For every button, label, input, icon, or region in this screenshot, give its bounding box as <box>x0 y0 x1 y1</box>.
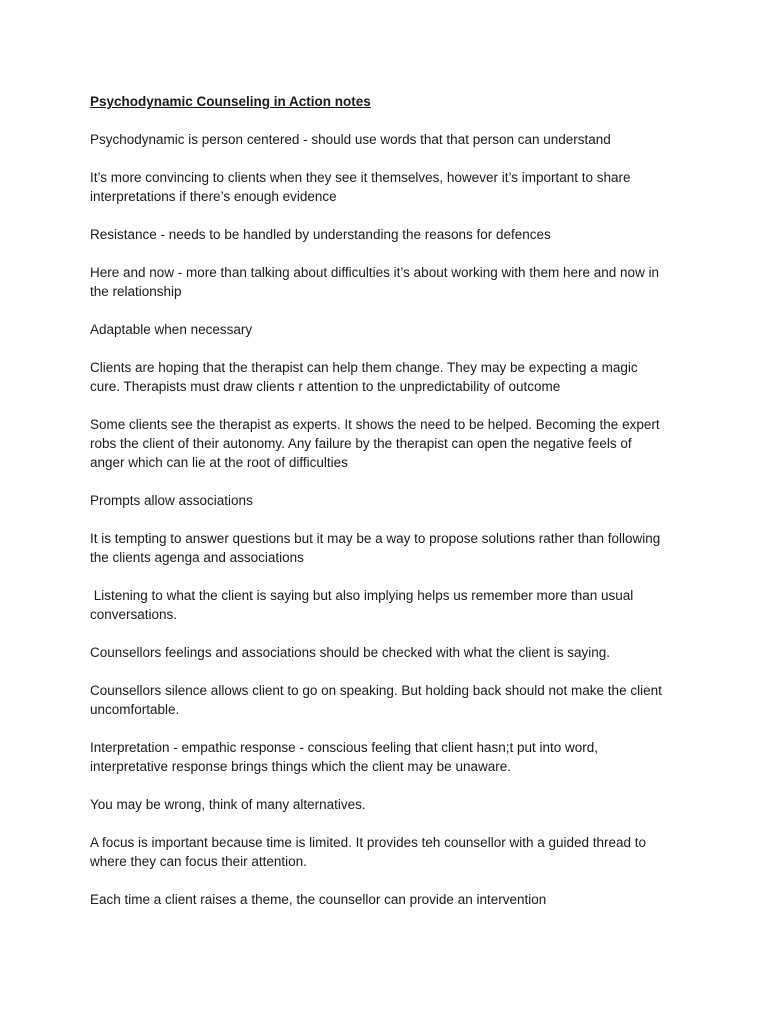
paragraph: Adaptable when necessary <box>90 322 253 337</box>
document-page <box>90 92 690 928</box>
paragraph: A focus is important because time is limited. It provides teh counsellor with a guided thread to where they can focus their attention. <box>90 835 647 869</box>
paragraph: It’s more convincing to clients when they see it themselves, however it’s important to share interpretations if there’s enough evidence <box>90 170 631 204</box>
paragraph: You may be wrong, think of many alternatives. <box>90 797 366 812</box>
paragraph: Clients are hoping that the therapist can help them change. They may be expecting a magic cure. Therapists must draw clients r attention to the unpredictability of outcome <box>90 360 638 394</box>
document-title: Psychodynamic Counseling in Action notes <box>90 94 371 109</box>
paragraph: Psychodynamic is person centered - should use words that that person can understand <box>90 132 611 147</box>
paragraph: Prompts allow associations <box>90 493 253 508</box>
paragraph: Here and now - more than talking about difficulties it’s about working with them here and now in the relationship <box>90 265 660 299</box>
paragraph: Interpretation - empathic response - conscious feeling that client hasn;t put into word, interpretative response brings things which the client may be unaware. <box>90 740 599 774</box>
paragraph: Counsellors silence allows client to go on speaking. But holding back should not make the client uncomfortable. <box>90 683 662 717</box>
paragraph: Listening to what the client is saying but also implying helps us remember more than usual conversations. <box>90 588 634 622</box>
paragraph: Counsellors feelings and associations should be checked with what the client is saying. <box>90 645 611 660</box>
paragraph: It is tempting to answer questions but it may be a way to propose solutions rather than following the clients agenga and associations <box>90 531 661 565</box>
paragraph: Each time a client raises a theme, the counsellor can provide an intervention <box>90 892 547 907</box>
paragraph: Some clients see the therapist as experts. It shows the need to be helped. Becoming the expert robs the client of their autonomy. Any failure by the therapist can open the negative feels of anger which can lie at the root of difficulties <box>90 417 660 470</box>
paragraph: Resistance - needs to be handled by understanding the reasons for defences <box>90 227 551 242</box>
